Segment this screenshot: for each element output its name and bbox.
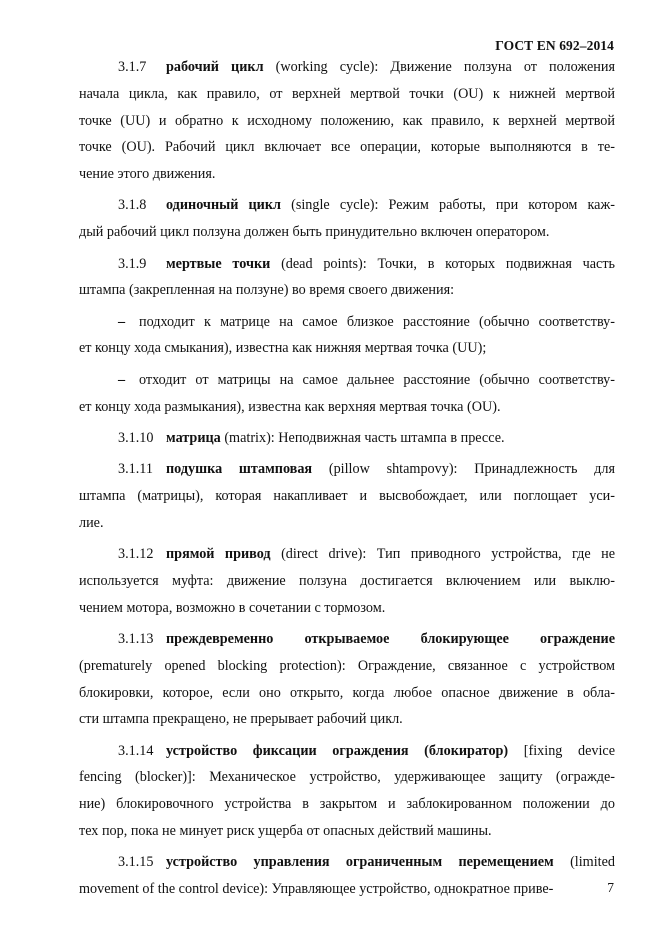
definition-entry	[79, 456, 615, 536]
text-line	[79, 626, 615, 653]
term: рабочий цикл	[166, 59, 264, 75]
definition-entry	[79, 425, 615, 452]
text-line: сти штампа прекращено, не прерывает рабочий цикл.	[79, 711, 403, 728]
text-line	[79, 456, 615, 483]
text-line: используется муфта: движение ползуна достигается включением или выклю-	[79, 572, 615, 589]
definition-text: (matrix): Неподвижная часть штампа в прессе.	[224, 429, 505, 446]
text-line: штампа (матрицы), которая накапливает и высвобождает, или поглощает уси-	[79, 487, 615, 504]
definition-entry	[79, 251, 615, 305]
term: одиночный цикл	[166, 197, 281, 214]
term: устройство управления ограниченным перемещением	[166, 854, 554, 871]
text-line: чение этого движения.	[79, 166, 216, 183]
text-line: movement of the control device): Управляющее устройство, однократное приве-	[79, 881, 554, 898]
clause-number: 3.1.9	[118, 255, 147, 272]
definition-text: (pillow shtampovy): Принадлежность для	[328, 461, 616, 478]
text-line	[79, 192, 615, 219]
term: прямой привод	[166, 546, 271, 563]
dash-marker: –	[118, 313, 126, 330]
definition-text: (single cycle): Режим работы, при котором каж-	[291, 197, 615, 214]
text-line: точке (OU). Рабочий цикл включает все операции, которые выполняются в те-	[79, 139, 615, 156]
list-item	[79, 309, 615, 363]
text-line: дый рабочий цикл ползуна должен быть принудительно включен оператором.	[79, 224, 550, 241]
text-line	[79, 849, 615, 876]
clause-number: 3.1.13	[118, 630, 154, 647]
definition-entry	[79, 192, 615, 246]
text-line: ет концу хода размыкания), известна как верхняя мертвая точка (OU).	[79, 398, 501, 415]
text-line	[79, 541, 615, 568]
term: подушка штамповая	[166, 461, 313, 478]
text-line	[79, 425, 615, 452]
text-line: точке (UU) и обратно к исходному положению, как правило, к верхней мертвой	[79, 112, 615, 129]
clause-number: 3.1.11	[118, 461, 153, 478]
definition-text: (limited	[570, 854, 615, 871]
text-line: лие.	[79, 514, 104, 531]
document-body	[79, 54, 615, 907]
text-line	[79, 367, 615, 394]
text-line: начала цикла, как правило, от верхней мертвой точки (OU) к нижней мертвой	[79, 85, 615, 102]
clause-number: 3.1.7	[118, 59, 147, 75]
text-line: (prematurely opened blocking protection): Ограждение, связанное с устройством	[79, 657, 615, 674]
term: матрица	[166, 429, 221, 446]
clause-number: 3.1.15	[118, 854, 154, 871]
text-line: блокировки, которое, если оно открыто, когда любое опасное движение в обла-	[79, 684, 615, 701]
text-line	[79, 251, 615, 278]
dash-marker: –	[118, 371, 126, 388]
definition-entry	[79, 541, 615, 621]
definition-text: [fixing device	[523, 742, 616, 759]
definition-entry	[79, 626, 615, 733]
text-line: чением мотора, возможно в сочетании с тормозом.	[79, 599, 386, 616]
definition-entry	[79, 849, 615, 903]
term: устройство фиксации ограждения (блокиратор)	[166, 742, 509, 759]
clause-number: 3.1.14	[118, 742, 154, 759]
term: мертвые точки	[166, 255, 271, 272]
clause-number: 3.1.8	[118, 197, 147, 214]
text-line: ние) блокировочного устройства в закрытом и заблокированном положении до	[79, 796, 615, 813]
text-line: штампа (закрепленная на ползуне) во время своего движения:	[79, 282, 455, 299]
clause-number: 3.1.10	[118, 429, 154, 446]
definition-text: (working cycle): Движение ползуна от положения	[275, 59, 615, 75]
definition-entry	[79, 738, 615, 845]
text-line	[79, 54, 615, 81]
text-line: ет концу хода смыкания), известна как нижняя мертвая точка (UU);	[79, 340, 487, 357]
list-item	[79, 367, 615, 421]
definition-text: подходит к матрице на самое близкое расстояние (обычно соответству-	[139, 313, 615, 330]
definition-text: отходит от матрицы на самое дальнее расстояние (обычно соответству-	[139, 371, 615, 388]
page-number: 7	[607, 880, 614, 895]
text-line: fencing (blocker)]: Механическое устройство, удерживающее защиту (огражде-	[79, 769, 615, 786]
term: преждевременно открываемое блокирующее ограждение	[166, 630, 615, 647]
document-code-header: ГОСТ EN 692–2014	[495, 38, 614, 53]
definition-text: (direct drive): Тип приводного устройства, где не	[281, 546, 616, 563]
text-line	[79, 738, 615, 765]
clause-number: 3.1.12	[118, 546, 154, 563]
text-line	[79, 309, 615, 336]
text-line: тех пор, пока не минует риск ущерба от опасных действий машины.	[79, 823, 492, 840]
definition-text: (dead points): Точки, в которых подвижная часть	[281, 255, 616, 272]
definition-entry	[79, 54, 615, 188]
